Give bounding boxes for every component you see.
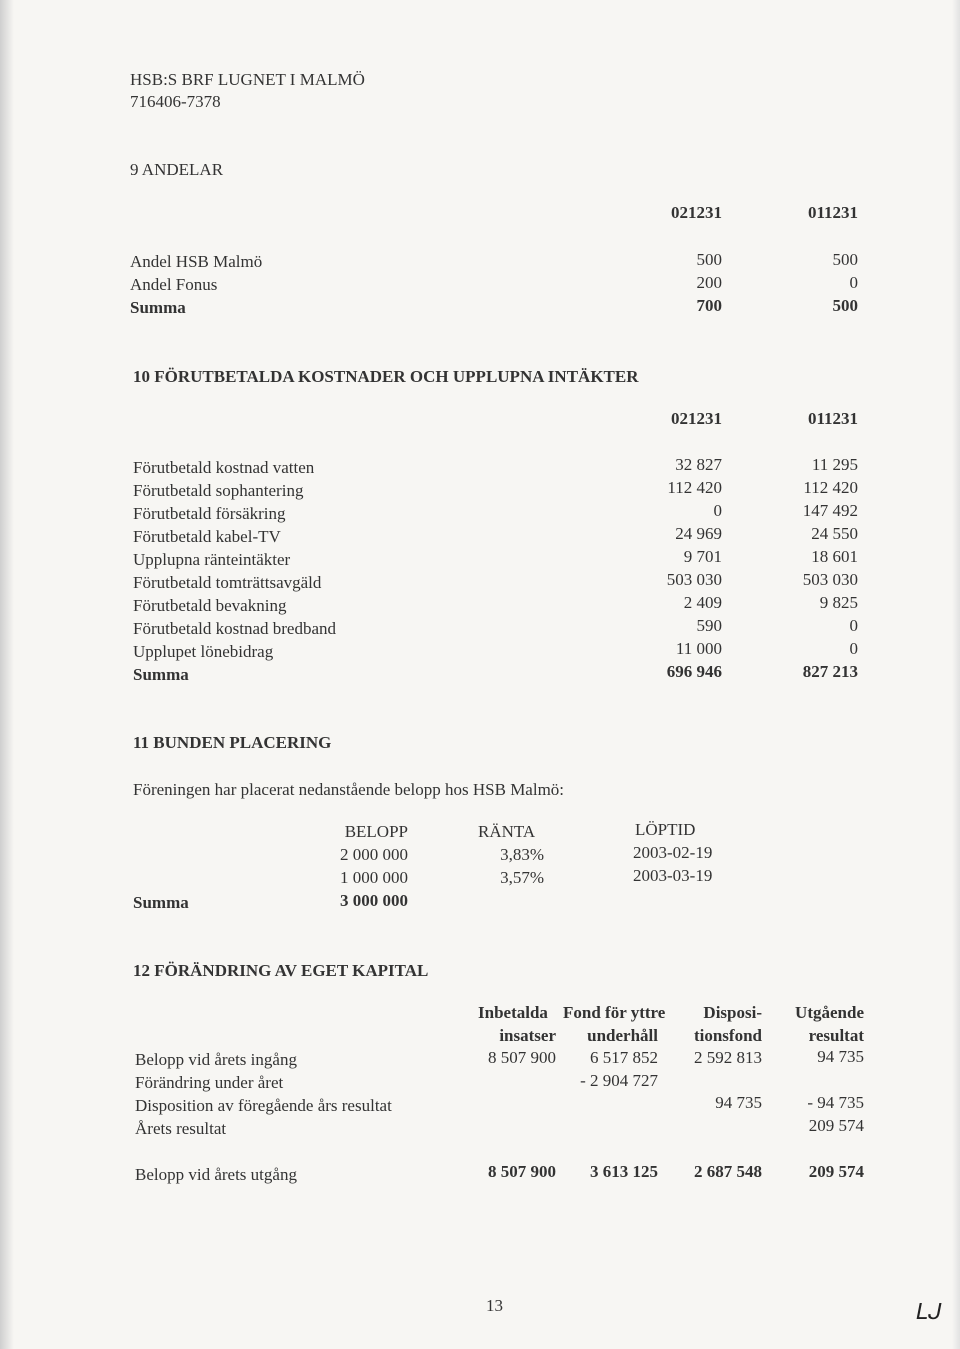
section-11-title: 11 BUNDEN PLACERING: [133, 733, 332, 752]
s10-row-v2: 503 030: [802, 570, 858, 589]
s10-row-v2: 11 295: [811, 455, 858, 474]
s10-row-label: Förutbetald tomträttsavgäld: [133, 573, 322, 592]
s12-row-c4: 94 735: [817, 1047, 864, 1066]
s10-row-v1: 0: [713, 501, 722, 520]
s10-row-v2: 24 550: [811, 524, 858, 543]
s12-header-tionsfond: tionsfond: [693, 1026, 762, 1045]
s11-intro-text: Föreningen har placerat nedanstående belopp hos HSB Malmö:: [133, 780, 565, 799]
section-10-title: 10 FÖRUTBETALDA KOSTNADER OCH UPPLUPNA INTÄKTER: [133, 367, 639, 386]
s12-header-utgaende: Utgående: [795, 1003, 864, 1022]
s12-row-c1: 8 507 900: [488, 1048, 556, 1067]
s11-row-ranta: 3,83%: [500, 845, 544, 864]
s10-row-label: Förutbetald kostnad bredband: [133, 619, 337, 638]
s11-row-belopp: 1 000 000: [340, 868, 408, 887]
s11-header-belopp: BELOPP: [344, 822, 408, 841]
s9-row-label: Andel HSB Malmö: [130, 252, 263, 271]
s9-col-2001: 011231: [807, 203, 858, 222]
s10-row-v1: 9 701: [683, 547, 722, 566]
s10-sum-v2: 827 213: [802, 662, 858, 681]
s10-col-2001: 011231: [807, 409, 858, 428]
organization-name: HSB:S BRF LUGNET I MALMÖ: [130, 70, 365, 89]
s10-row-v2: 18 601: [811, 547, 858, 566]
s12-row-c3: 2 592 813: [694, 1048, 762, 1067]
s12-row-label: Årets resultat: [135, 1119, 227, 1138]
s9-row-v2: 0: [849, 273, 858, 292]
s10-row-label: Förutbetald försäkring: [133, 504, 286, 523]
s11-row-loptid: 2003-03-19: [633, 866, 713, 885]
section-12-title: 12 FÖRÄNDRING AV EGET KAPITAL: [133, 961, 429, 980]
s12-total-label: Belopp vid årets utgång: [135, 1165, 297, 1184]
s12-total-c4: 209 574: [808, 1162, 864, 1181]
s12-header-insatser: insatser: [499, 1026, 556, 1045]
s12-header-underhall: underhåll: [587, 1026, 658, 1045]
s12-total-c1: 8 507 900: [488, 1162, 556, 1181]
s10-row-label: Upplupna ränteintäkter: [133, 550, 291, 569]
s10-row-label: Förutbetald kostnad vatten: [133, 458, 315, 477]
s10-row-label: Förutbetald sophantering: [133, 481, 304, 500]
handwritten-initials: ᒪᒍ: [916, 1300, 943, 1325]
s10-row-v1: 24 969: [675, 524, 722, 543]
s9-sum-label: Summa: [130, 298, 186, 317]
s11-header-ranta: RÄNTA: [478, 822, 536, 841]
page-number: 13: [486, 1296, 503, 1315]
s12-row-c2: 6 517 852: [590, 1048, 658, 1067]
s12-row-label: Disposition av föregående års resultat: [135, 1096, 392, 1115]
s12-row-c2: - 2 904 727: [580, 1071, 658, 1090]
s11-row-loptid: 2003-02-19: [633, 843, 713, 862]
scan-shadow-right: [952, 0, 960, 1349]
s9-row-v1: 500: [696, 250, 722, 269]
s10-sum-label: Summa: [133, 665, 189, 684]
s9-row-v1: 200: [696, 273, 722, 292]
s11-row-belopp: 2 000 000: [340, 845, 408, 864]
scan-shadow-left: [0, 0, 14, 1349]
s10-row-v1: 32 827: [675, 455, 722, 474]
s10-row-v1: 503 030: [666, 570, 722, 589]
s9-col-2002: 021231: [671, 203, 722, 222]
s11-sum-value: 3 000 000: [340, 891, 408, 910]
organization-number: 716406-7378: [130, 92, 221, 111]
s12-total-c2: 3 613 125: [590, 1162, 658, 1181]
s12-row-c4: - 94 735: [807, 1093, 864, 1112]
s11-row-ranta: 3,57%: [500, 868, 544, 887]
s9-sum-v2: 500: [832, 296, 858, 315]
s10-row-v2: 0: [849, 616, 858, 635]
s12-header-disposi: Disposi-: [703, 1003, 762, 1022]
s11-header-loptid: LÖPTID: [635, 820, 696, 839]
s9-row-label: Andel Fonus: [130, 275, 218, 294]
s10-row-v1: 590: [696, 616, 722, 635]
s10-col-2002: 021231: [671, 409, 722, 428]
s10-row-label: Förutbetald bevakning: [133, 596, 287, 615]
s12-header-resultat: resultat: [808, 1026, 864, 1045]
s10-sum-v1: 696 946: [666, 662, 722, 681]
s9-sum-v1: 700: [696, 296, 722, 315]
s12-row-c3: 94 735: [715, 1093, 762, 1112]
s12-total-c3: 2 687 548: [694, 1162, 762, 1181]
s10-row-v1: 112 420: [667, 478, 722, 497]
s10-row-label: Förutbetald kabel-TV: [133, 527, 281, 546]
s12-row-c4: 209 574: [808, 1116, 864, 1135]
s10-row-v1: 11 000: [675, 639, 722, 658]
s12-header-fond-yttre: Fond för yttre: [563, 1003, 666, 1022]
s10-row-v2: 147 492: [802, 501, 858, 520]
s10-row-v1: 2 409: [683, 593, 722, 612]
s9-row-v2: 500: [832, 250, 858, 269]
s12-row-label: Förändring under året: [135, 1073, 284, 1092]
s10-row-v2: 112 420: [803, 478, 858, 497]
s10-row-label: Upplupet lönebidrag: [133, 642, 274, 661]
s12-row-label: Belopp vid årets ingång: [135, 1050, 297, 1069]
s10-row-v2: 9 825: [819, 593, 858, 612]
s11-sum-label: Summa: [133, 893, 189, 912]
s12-header-inbetalda: Inbetalda: [478, 1003, 548, 1022]
s10-row-v2: 0: [849, 639, 858, 658]
section-9-title: 9 ANDELAR: [130, 160, 224, 179]
